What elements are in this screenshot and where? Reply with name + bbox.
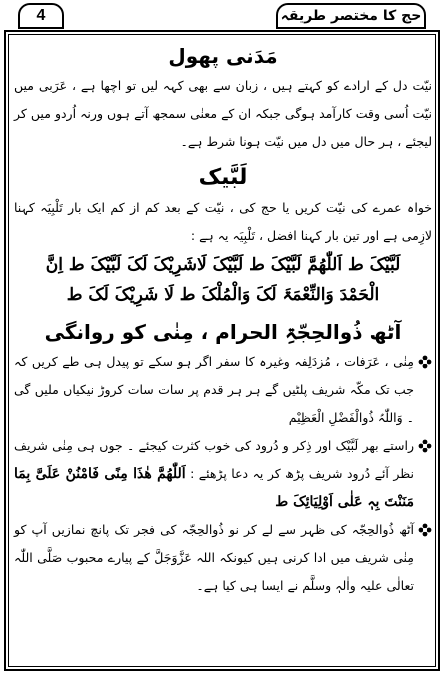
running-header-title: حج کا مختصر طریقہ — [276, 3, 426, 29]
bullet-text-dua — [14, 432, 414, 516]
bullet-item-dua — [14, 432, 432, 516]
flower-bullet-icon — [418, 523, 432, 537]
mina-dua-arabic: اَللّٰھُمَّ ھٰذَا مِنًی فَامْنُنْ عَلَیَّ بِمَا مَنَنْتَ بِہٖ عَلٰی اَوْلِیَائِکَ ط — [14, 466, 414, 510]
section-heading-labbaik: لَبَّیک — [198, 165, 248, 190]
paragraph-talbiyah-intro: خواہ عمرے کی نیّت کریں یا حج کی ، نیّت کے بعد کم از کم ایک بار تَلْبِیَہ کہنا لازِمی ہے اور تین بار کہنا افضل ، تَلْبِیَہ یہ ہے : — [14, 200, 432, 243]
page-content — [14, 40, 432, 666]
bullet-text-dua-intro: راستے بھر لَبَّیْک اور ذِکر و دُرود کی خوب کثرت کیجئے ۔ جوں ہی مِنٰی شریف نظر آئے دُرود شریف پڑھ کر یہ دعا پڑھئے : — [14, 438, 414, 481]
page-number: 4 — [18, 3, 64, 29]
bullet-text-prayers: آٹھ ذُوالحِجّہ کی ظہر سے لے کر نو ذُوالحِجّہ کی فجر تک پانچ نمازیں آپ کو مِنٰی شریف میں ادا کرنی ہیں کیونکہ اللہ عَزَّوَجَلَّ کے پیارے محبوب صَلَّی اللّٰہ تعالٰی علیہ واٰلہٖ وسلَّم نے ایسا ہی کیا ہے۔ — [14, 522, 414, 593]
talbiyah-arabic-line-1: لَبَّیْکَ ط اَللّٰھُمَّ لَبَّیْکَ ط لَبَّیْکَ لَاشَرِیْکَ لَکَ لَبَّیْکَ ط اِنَّ — [45, 255, 401, 275]
bullet-text-walk: مِنٰی ، عَرَفات ، مُزدَلِفہ وغیرہ کا سفر اگر ہو سکے تو پیدل ہی طے کریں کہ جب تک مکّہ شریف پلٹیں گے ہر ہر قدم پر سات سات کروڑ نیکیاں ملیں گی ۔ وَاللّٰہُ ذُوالْفَضْلِ الْعَظِیْم — [14, 354, 414, 425]
flower-bullet-icon — [418, 355, 432, 369]
talbiyah-arabic-line-2: الْحَمْدَ وَالنِّعْمَۃَ لَکَ وَالْمُلْکَ ط لَا شَرِیْکَ لَکَ ط — [66, 285, 380, 305]
bullet-item-walk — [14, 348, 432, 432]
section-heading-mina-departure: آٹھ ذُوالحِجّۃِ الحرام ، مِنٰی کو روانگی — [44, 320, 402, 344]
paragraph-niyyat: نیّت دل کے ارادے کو کہتے ہیں ، زبان سے بھی کہہ لیں تو اچھا ہے ، عَرَبی میں نیّت اُسی وقت کارآمد ہوگی جبکہ ان کے معنٰی سمجھ آتے ہوں ورنہ اُردو میں کر لیجئے ، ہر حال میں دل میں نیّت ہونا شرط ہے۔ — [14, 78, 432, 149]
section-heading-madani-phool: مَدَنی پھول — [168, 44, 278, 68]
bullet-item-prayers — [14, 516, 432, 600]
flower-bullet-icon — [418, 439, 432, 453]
